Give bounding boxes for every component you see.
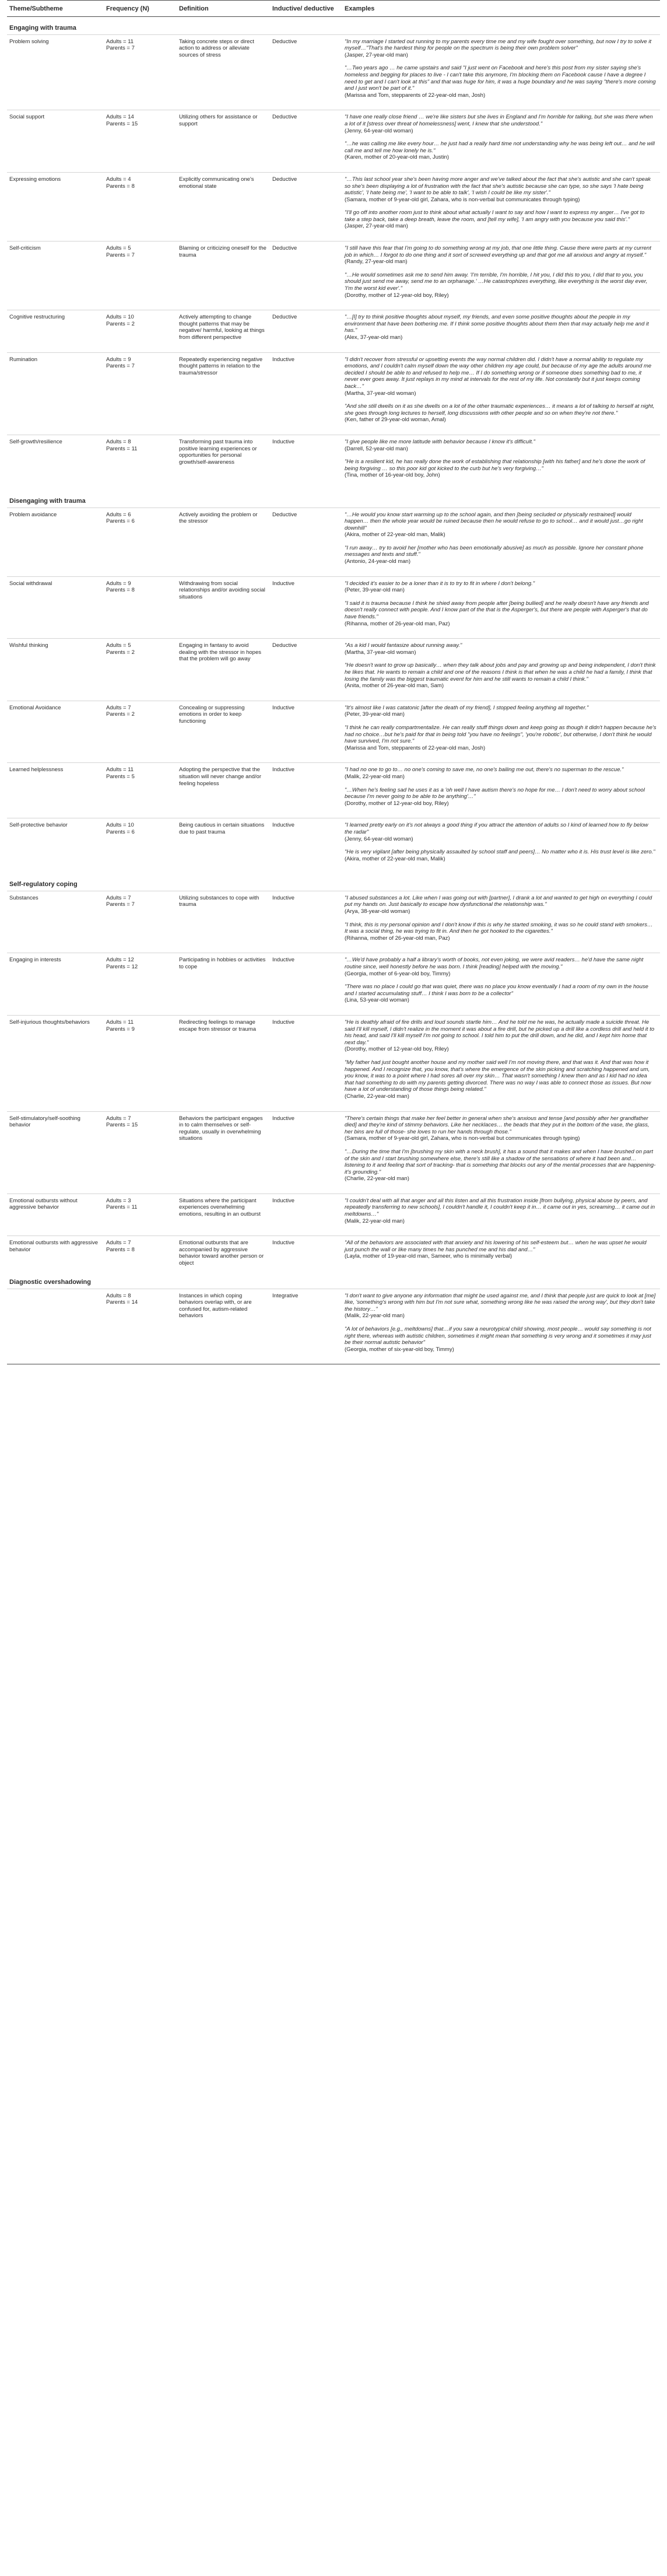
frequency-value: Parents = 7: [106, 363, 135, 370]
quote-text: "He is a resilient kid, he has really done the work of establishing that relationship [with his father] and he's done the work of being forgiving … so this poor kid got kicked to the curb but he's very forgiving…": [345, 459, 645, 472]
frequency-value: Parents = 2: [106, 649, 135, 656]
quote-text: "He doesn't want to grow up basically… when they talk about jobs and pay and growing up and being independent, I don't think he likes that. He wants to remain a child and one of the reasons I think is that when he was a child he had a family, I think that losing the family was the biggest traumatic event for him and he still wants to remain a child I think.": [345, 662, 656, 682]
quote-source: (Karen, mother of 20-year-old man, Justin): [345, 154, 449, 161]
subtheme-name: Substances: [7, 891, 104, 953]
quote-source: (Jasper, 27-year-old man): [345, 223, 408, 230]
definition-cell: Emotional outbursts that are accompanied by aggressive behavior toward another person or object: [177, 1236, 270, 1271]
method-cell: Inductive: [270, 1236, 342, 1271]
example-quote: [345, 822, 657, 842]
quote-text: "I didn't recover from stressful or upsetting events the way normal children did. I didn't have a normal ability to regulate my emotions, and I couldn't calm myself down the way other children my age could, but because of my age the adults around me decided I should be able to and refused to help me… If I do something wrong or if someone does something bad to me, it never ever goes away. It just replays in my mind at intervals for the rest of my life. Not constantly but it just keeps coming back…": [345, 356, 652, 390]
definition-cell: Being cautious in certain situations due to past trauma: [177, 818, 270, 873]
table-row: [7, 110, 660, 173]
subtheme-name: Emotional outbursts without aggressive behavior: [7, 1194, 104, 1236]
quote-source: (Arya, 38-year-old woman): [345, 908, 410, 915]
frequency-cell: [104, 1236, 177, 1271]
frequency-value: Adults = 7: [106, 1115, 131, 1122]
frequency-value: Adults = 6: [106, 511, 131, 518]
quote-source: (Layla, mother of 19-year-old man, Sameer, who is minimally verbal): [345, 1253, 512, 1260]
table-row: [7, 701, 660, 763]
table-row: [7, 508, 660, 576]
quote-text: "A lot of behaviors [e.g., meltdowns] that…if you saw a neurotypical child showing, most people… would say something is not right there, whereas with autistic children, sometimes it might mean that something is very wrong and it sometimes it may just be their normal autistic behavior": [345, 1326, 651, 1346]
table-row: [7, 576, 660, 639]
header-examples: Examples: [342, 1, 660, 17]
quote-source: (Rihanna, mother of 26-year-old man, Paz): [345, 620, 450, 627]
subtheme-name: Engaging in interests: [7, 953, 104, 1016]
section-row: [7, 1271, 660, 1289]
method-cell: Deductive: [270, 310, 342, 352]
table-row: [7, 310, 660, 352]
quote-source: (Dorothy, mother of 12-year-old boy, Riley): [345, 1046, 449, 1053]
frequency-cell: [104, 701, 177, 763]
example-quote: [345, 439, 657, 452]
frequency-value: Parents = 8: [106, 587, 135, 594]
quote-text: "It's almost like I was catatonic [after the death of my friend], I stopped feeling anything all together.": [345, 704, 589, 711]
subtheme-name: Rumination: [7, 352, 104, 435]
table-row: [7, 242, 660, 310]
examples-cell: [342, 639, 660, 701]
example-quote: [345, 922, 657, 942]
example-quote: [345, 176, 657, 203]
table-header-row: [7, 1, 660, 17]
quote-source: (Malik, 22-year-old man): [345, 773, 405, 780]
section-title: Self-regulatory coping: [9, 881, 78, 888]
example-quote: [345, 545, 657, 565]
frequency-cell: [104, 1289, 177, 1364]
examples-cell: [342, 1236, 660, 1271]
definition-cell: Participating in hobbies or activities to cope: [177, 953, 270, 1016]
method-cell: Deductive: [270, 172, 342, 241]
frequency-value: Adults = 4: [106, 176, 131, 183]
frequency-cell: [104, 110, 177, 173]
quote-text: "I don't want to give anyone any information that might be used against me, and I think that people just are quick to look at [me] like, 'something's wrong with him but I'm not sure what, something wrong like he was raised the wrong way', but they don't take the history…": [345, 1292, 656, 1312]
quote-source: (Peter, 39-year-old man): [345, 587, 405, 594]
quote-text: "…When he's feeling sad he uses it as a 'oh well I have autism there's no hope for me… I don't need to worry about school because I'm never going to be able to be anything'…": [345, 786, 645, 800]
subtheme-name: [7, 1289, 104, 1364]
quote-source: (Dorothy, mother of 12-year-old boy, Riley): [345, 800, 449, 807]
quote-text: "…[I] try to think positive thoughts about myself, my friends, and even some positive thoughts about the people in my environment that have been bothering me. If I think some positive thoughts about them then that may actually help me and it has.": [345, 314, 649, 334]
table-row: [7, 1111, 660, 1194]
quote-source: (Georgia, mother of 6-year-old boy, Timmy): [345, 970, 451, 977]
definition-cell: Transforming past trauma into positive learning experiences or opportunities for personal growth/self-awareness: [177, 435, 270, 489]
example-quote: [345, 766, 657, 780]
definition-cell: Engaging in fantasy to avoid dealing with the stressor in hopes that the problem will go away: [177, 639, 270, 701]
examples-cell: [342, 1194, 660, 1236]
frequency-value: Parents = 7: [106, 901, 135, 908]
quote-text: "I said it is trauma because I think he shied away from people after [being bullied] and he really doesn't have any friends and doesn't really connect with people. And I know part of the that is the Asperger's, but there are people with Asperger's that do have friends.": [345, 600, 649, 621]
method-cell: Inductive: [270, 953, 342, 1016]
frequency-value: Parents = 12: [106, 964, 138, 971]
definition-cell: Utilizing others for assistance or support: [177, 110, 270, 173]
table-row: [7, 1016, 660, 1112]
examples-cell: [342, 310, 660, 352]
frequency-value: Adults = 9: [106, 580, 131, 587]
quote-source: (Rihanna, mother of 26-year-old man, Paz): [345, 935, 450, 942]
quote-source: (Jenny, 64-year-old woman): [345, 835, 413, 842]
examples-cell: [342, 435, 660, 489]
frequency-cell: [104, 1016, 177, 1112]
coping-themes-table: [7, 0, 660, 1364]
example-quote: [345, 209, 657, 230]
section-row: [7, 490, 660, 508]
section-title: Disengaging with trauma: [9, 497, 86, 505]
quote-text: "I run away… try to avoid her [mother who has been emotionally abusive] as much as possible. Ignore her constant phone messages and texts and stuff.": [345, 544, 644, 558]
frequency-value: Adults = 5: [106, 642, 131, 649]
method-cell: Inductive: [270, 701, 342, 763]
subtheme-name: Self-stimulatory/self-soothing behavior: [7, 1111, 104, 1194]
subtheme-name: Expressing emotions: [7, 172, 104, 241]
example-quote: [345, 984, 657, 1004]
method-cell: Deductive: [270, 110, 342, 173]
method-cell: Inductive: [270, 435, 342, 489]
examples-cell: [342, 110, 660, 173]
subtheme-name: Emotional Avoidance: [7, 701, 104, 763]
example-quote: [345, 114, 657, 134]
frequency-cell: [104, 953, 177, 1016]
frequency-value: Adults = 11: [106, 766, 134, 774]
frequency-value: Adults = 5: [106, 245, 131, 252]
frequency-cell: [104, 639, 177, 701]
quote-source: (Akira, mother of 22-year-old man, Malik): [345, 531, 445, 538]
quote-source: (Lina, 53-year-old woman): [345, 997, 409, 1004]
subtheme-name: Self-injurious thoughts/behaviors: [7, 1016, 104, 1112]
frequency-cell: [104, 508, 177, 576]
frequency-cell: [104, 352, 177, 435]
coping-themes-table-container: [7, 0, 660, 1364]
example-quote: [345, 642, 657, 656]
method-cell: Deductive: [270, 242, 342, 310]
example-quote: [345, 1240, 657, 1260]
definition-cell: Redirecting feelings to manage escape from stressor or trauma: [177, 1016, 270, 1112]
method-cell: Inductive: [270, 763, 342, 818]
examples-cell: [342, 891, 660, 953]
frequency-cell: [104, 891, 177, 953]
definition-cell: Explicitly communicating one's emotional state: [177, 172, 270, 241]
quote-source: (Alex, 37-year-old man): [345, 334, 403, 341]
method-cell: Inductive: [270, 1194, 342, 1236]
definition-cell: Situations where the participant experiences overwhelming emotions, resulting in an outburst: [177, 1194, 270, 1236]
table-row: [7, 763, 660, 818]
examples-cell: [342, 1289, 660, 1364]
quote-text: "And she still dwells on it as she dwells on a lot of the other traumatic experiences… it means a lot of talking to herself at night, she goes through long lectures to herself, long discussions with other people and so on when they're not there.": [345, 403, 655, 416]
frequency-cell: [104, 763, 177, 818]
examples-cell: [342, 818, 660, 873]
method-cell: Deductive: [270, 639, 342, 701]
quote-text: "…This last school year she's been having more anger and we've talked about the fact that she's autistic and she can't speak so she's been displaying a lot of frustration with the fact that she's autistic because she can type, so she says 'I hate being autistic', 'I hate being me', 'I want to be able to talk', 'I wish I could be like my sister'.": [345, 176, 651, 197]
quote-text: "I had no one to go to… no one's coming to save me, no one's bailing me out, there's no superman to the rescue.": [345, 766, 624, 774]
frequency-cell: [104, 1194, 177, 1236]
quote-text: "…he was calling me like every hour… he just had a really hard time not understanding why he was being left out… and he will call me and tell me how lonely he is.": [345, 141, 655, 154]
frequency-value: Parents = 8: [106, 183, 135, 190]
frequency-value: Adults = 10: [106, 314, 134, 321]
example-quote: [345, 724, 657, 751]
subtheme-name: Self-protective behavior: [7, 818, 104, 873]
definition-cell: Concealing or suppressing emotions in order to keep functioning: [177, 701, 270, 763]
quote-text: "…He would you know start warming up to the school again, and then [being secluded or physically restrained] would happen… then the whole year would be ruined because then he would refuse to go to school… and it would just…go right downhill": [345, 511, 643, 531]
frequency-value: Adults = 7: [106, 1240, 131, 1247]
quote-text: "All of the behaviors are associated with that anxiety and his lowering of his self-esteem but… when he was upset he would just punch the wall or like many times he has punched me and his dad and…": [345, 1240, 647, 1253]
example-quote: [345, 403, 657, 424]
method-cell: Inductive: [270, 576, 342, 639]
subtheme-name: Emotional outbursts with aggressive behavior: [7, 1236, 104, 1271]
frequency-cell: [104, 172, 177, 241]
frequency-cell: [104, 1111, 177, 1194]
quote-text: "I couldn't deal with all that anger and all this listen and all this frustration inside [from bullying, physical abuse by peers, and repeatedly transferring to new schools], I couldn't handle it, I couldn't keep it in… it came out in yes, screaming… it came out in meltdowns…": [345, 1197, 655, 1218]
quote-text: "I still have this fear that I'm going to do something wrong at my job, that one little thing. Cause there were parts at my current job in which… I forgot to do one thing and it sort of screwed everything up and that got me all anxious and angry at myself.": [345, 245, 651, 258]
table-row: [7, 352, 660, 435]
subtheme-name: Cognitive restructuring: [7, 310, 104, 352]
frequency-value: Parents = 6: [106, 828, 135, 835]
frequency-value: Parents = 8: [106, 1246, 135, 1253]
table-row: [7, 891, 660, 953]
frequency-value: Adults = 10: [106, 822, 134, 829]
table-row: [7, 639, 660, 701]
frequency-cell: [104, 242, 177, 310]
header-definition: Definition: [177, 1, 270, 17]
quote-source: (Anita, mother of 26-year-old man, Sam): [345, 682, 444, 690]
quote-text: "In my marriage I started out running to my parents every time me and my wife fought over something, but now I try to solve it myself…"That's the hardest thing for people on the spectrum is being their own problem solver": [345, 38, 652, 52]
frequency-value: Adults = 12: [106, 957, 134, 964]
frequency-value: Adults = 3: [106, 1197, 131, 1204]
table-row: [7, 953, 660, 1016]
example-quote: [345, 272, 657, 299]
frequency-value: Parents = 2: [106, 711, 135, 718]
method-cell: Inductive: [270, 1016, 342, 1112]
table-row: [7, 1236, 660, 1271]
quote-source: (Samara, mother of 9-year-old girl, Zahara, who is non-verbal but communicates through typing): [345, 1135, 580, 1142]
quote-source: (Malik, 22-year-old man): [345, 1217, 405, 1224]
definition-cell: Utilizing substances to cope with trauma: [177, 891, 270, 953]
frequency-value: Adults = 7: [106, 894, 131, 901]
table-row: [7, 818, 660, 873]
quote-source: (Marissa and Tom, stepparents of 22-year-old man, Josh): [345, 744, 486, 751]
examples-cell: [342, 242, 660, 310]
definition-cell: Withdrawing from social relationships and/or avoiding social situations: [177, 576, 270, 639]
definition-cell: Repeatedly experiencing negative thought patterns in relation to the trauma/stressor: [177, 352, 270, 435]
table-row: [7, 1194, 660, 1236]
quote-text: "I have one really close friend … we're like sisters but she lives in England and I'm horrible for talking, but she was there when a lot of it [stress over threat of homelessness] went, I knew that she understood.": [345, 114, 653, 127]
frequency-value: Parents = 2: [106, 320, 135, 327]
quote-source: (Martha, 37-year-old woman): [345, 390, 416, 397]
frequency-value: Adults = 11: [106, 38, 134, 45]
frequency-cell: [104, 34, 177, 110]
example-quote: [345, 849, 657, 862]
frequency-value: Parents = 15: [106, 120, 138, 127]
method-cell: Inductive: [270, 1111, 342, 1194]
examples-cell: [342, 576, 660, 639]
subtheme-name: Self-growth/resilience: [7, 435, 104, 489]
frequency-value: Parents = 14: [106, 1299, 138, 1306]
table-body: [7, 17, 660, 1364]
method-cell: Deductive: [270, 508, 342, 576]
frequency-value: Adults = 8: [106, 1292, 131, 1299]
examples-cell: [342, 1111, 660, 1194]
section-row: [7, 873, 660, 891]
quote-text: "…We'd have probably a half a library's worth of books, not even joking, we were avid readers… he'd have the same night routine since, well honestly before he was born. I think [reading] helped with the moving.": [345, 957, 644, 971]
frequency-value: Parents = 9: [106, 1026, 135, 1032]
method-cell: Inductive: [270, 352, 342, 435]
example-quote: [345, 1326, 657, 1353]
example-quote: [345, 356, 657, 397]
example-quote: [345, 38, 657, 59]
example-quote: [345, 957, 657, 977]
quote-source: (Ken, father of 29-year-old woman, Amal): [345, 416, 446, 424]
frequency-cell: [104, 818, 177, 873]
method-cell: Inductive: [270, 818, 342, 873]
example-quote: [345, 895, 657, 915]
example-quote: [345, 580, 657, 594]
quote-source: (Samara, mother of 9-year-old girl, Zahara, who is non-verbal but communicates through typing): [345, 196, 580, 203]
example-quote: [345, 314, 657, 341]
example-quote: [345, 141, 657, 161]
quote-source: (Darrell, 52-year-old man): [345, 445, 408, 452]
subtheme-name: Problem solving: [7, 34, 104, 110]
example-quote: [345, 1149, 657, 1182]
section-title: Engaging with trauma: [9, 24, 76, 32]
frequency-value: Parents = 7: [106, 251, 135, 258]
section-row: [7, 17, 660, 35]
quote-text: "There was no place I could go that was quiet, there was no place you know eventually I had a room of my own in the house and I started accumulating stuff… I think I was born to be a collector": [345, 984, 648, 997]
frequency-value: Parents = 11: [106, 445, 138, 452]
header-frequency: Frequency (N): [104, 1, 177, 17]
quote-source: (Peter, 39-year-old man): [345, 711, 405, 718]
quote-source: (Akira, mother of 22-year-old man, Malik): [345, 855, 445, 862]
quote-text: "I think, this is my personal opinion and I don't know if this is why he started smoking, it was so he could stand with smokers… It was a social thing, he was trying to fit in. And then he got hooked to the cigarettes.": [345, 921, 653, 935]
examples-cell: [342, 352, 660, 435]
example-quote: [345, 600, 657, 627]
frequency-value: Adults = 7: [106, 704, 131, 711]
definition-cell: Instances in which coping behaviors overlap with, or are confused for, autism-related behaviors: [177, 1289, 270, 1364]
quote-text: "I think he can really compartmentalize. He can really stuff things down and keep going as though it didn't happen because he's had no choice…but he's paid for that in being told "you have no feelings", 'you're robotic', but otherwise, I don't think he would have survived, I'm not sure.": [345, 724, 657, 745]
quote-text: "As a kid I would fantasize about running away.": [345, 642, 462, 649]
method-cell: Integrative: [270, 1289, 342, 1364]
table-row: [7, 172, 660, 241]
example-quote: [345, 512, 657, 538]
quote-text: "…He would sometimes ask me to send him away. 'I'm terrible, I'm horrible, I hit you, I did this to you, I did that to you, you should just send me away, send me to an orphanage.' …He catastrophizes everything, like everything is the worst day ever, 'I'm the worst kid ever'.": [345, 271, 648, 292]
definition-cell: Behaviors the participant engages in to calm themselves or self-regulate, usually in overwhelming situations: [177, 1111, 270, 1194]
frequency-value: Adults = 11: [106, 1019, 134, 1026]
example-quote: [345, 1059, 657, 1100]
quote-source: (Malik, 22-year-old man): [345, 1312, 405, 1320]
quote-text: "He is very vigilant [after being physically assaulted by school staff and peers]… No matter who it is. His trust level is like zero.": [345, 849, 655, 856]
frequency-cell: [104, 435, 177, 489]
quote-text: "I learned pretty early on it's not always a good thing if you attract the attention of adults so I kind of learned how to fly below the radar": [345, 822, 648, 835]
definition-cell: Adopting the perspective that the situation will never change and/or feeling hopeless: [177, 763, 270, 818]
subtheme-name: Self-criticism: [7, 242, 104, 310]
quote-source: (Jenny, 64-year-old woman): [345, 127, 413, 134]
examples-cell: [342, 508, 660, 576]
quote-text: "There's certain things that make her feel better in general when she's anxious and tense [and possibly after her grandfather died] and they're kind of stimmy behaviors. Like her necklaces… the beads that they put in the bottom of the vase, the glass, her bins are full of those- she loves to run her hands through those.": [345, 1115, 650, 1135]
header-theme: Theme/Subtheme: [7, 1, 104, 17]
definition-cell: Blaming or criticizing oneself for the trauma: [177, 242, 270, 310]
table-row: [7, 435, 660, 489]
method-cell: Inductive: [270, 891, 342, 953]
quote-text: "He is deathly afraid of fire drills and loud sounds startle him… And he told me he was, he actually made a suicide threat. He said I'll kill myself, I didn't realize in the moment it was about a fire drill, but he picked up a drill like a cordless drill and held it to his head, and said I'll kill myself I'm not going to school. I told him to put the drill down, and he did, and I kept him home that next day.": [345, 1019, 655, 1046]
example-quote: [345, 1293, 657, 1320]
quote-source: (Charlie, 22-year-old man): [345, 1175, 409, 1182]
quote-text: "…Two years ago … he came upstairs and said "I just went on Facebook and here's this post from my sister saying she's homeless and begging for places to live - I can't take this anymore, I'm blocking them on Facebook cause I have a degree I need to get and I can't look at this" and that was huge for him, it was a huge boundary and he was saying "there's more coming and I just won't be part of it.": [345, 65, 656, 92]
frequency-value: Parents = 5: [106, 773, 135, 780]
examples-cell: [342, 1016, 660, 1112]
examples-cell: [342, 953, 660, 1016]
example-quote: [345, 1115, 657, 1142]
definition-cell: Taking concrete steps or direct action to address or alleviate sources of stress: [177, 34, 270, 110]
quote-source: (Tina, mother of 16-year-old boy, John): [345, 472, 440, 479]
quote-text: "I abused substances a lot. Like when I was going out with [partner], I drank a lot and wanted to get high on everything I could put my hands on. Just basically to escape how dysfunctional the relationship was.": [345, 894, 652, 908]
method-cell: Deductive: [270, 34, 342, 110]
examples-cell: [342, 34, 660, 110]
quote-text: "I give people like me more latitude with behavior because I know it's difficult.": [345, 438, 535, 445]
quote-source: (Antonio, 24-year-old man): [345, 558, 410, 565]
frequency-value: Parents = 15: [106, 1122, 138, 1129]
subtheme-name: Learned helplessness: [7, 763, 104, 818]
table-row: [7, 34, 660, 110]
quote-source: (Charlie, 22-year-old man): [345, 1093, 409, 1100]
subtheme-name: Problem avoidance: [7, 508, 104, 576]
example-quote: [345, 459, 657, 479]
quote-source: (Martha, 37-year-old woman): [345, 649, 416, 656]
quote-text: "My father had just bought another house and my mother said well I'm not moving there, and that was it. And that was how it happened. And I recognize that, you know, that's where the emergence of the skin picking and scratching happened and um, you know, it was to a point where I had sores all over my skin… That wasn't something I knew then and as I kid had no idea that had something to do with my parents getting divorced. There was no way I was able to connect those as issues. But now have a lot of understanding of those things being related.": [345, 1059, 651, 1093]
quote-source: (Marissa and Tom, stepparents of 22-year-old man, Josh): [345, 92, 486, 99]
example-quote: [345, 245, 657, 265]
frequency-value: Parents = 11: [106, 1204, 138, 1211]
quote-source: (Jasper, 27-year-old man): [345, 51, 408, 58]
frequency-cell: [104, 576, 177, 639]
frequency-value: Adults = 9: [106, 356, 131, 363]
quote-source: (Dorothy, mother of 12-year-old boy, Riley): [345, 292, 449, 299]
example-quote: [345, 662, 657, 689]
subtheme-name: Social support: [7, 110, 104, 173]
table-row: [7, 1289, 660, 1364]
example-quote: [345, 1019, 657, 1053]
header-inductive-deductive: Inductive/ deductive: [270, 1, 342, 17]
example-quote: [345, 1198, 657, 1224]
quote-source: (Georgia, mother of six-year-old boy, Timmy): [345, 1346, 454, 1353]
examples-cell: [342, 701, 660, 763]
section-title: Diagnostic overshadowing: [9, 1279, 91, 1286]
frequency-value: Parents = 6: [106, 518, 135, 525]
quote-source: (Randy, 27-year-old man): [345, 258, 408, 265]
quote-text: "I'll go off into another room just to think about what actually I want to say and how I want to express my anger… I've got to take a step back, take a deep breath, leave the room, and [tell my wife], 'I am angry with you because you said this'.": [345, 209, 645, 223]
quote-text: "I decided it's easier to be a loner than it is to try to fit in where I don't belong.": [345, 580, 535, 587]
examples-cell: [342, 172, 660, 241]
example-quote: [345, 65, 657, 99]
frequency-value: Adults = 14: [106, 114, 134, 121]
quote-text: "…During the time that I'm [brushing my skin with a neck brush], it has a sound that it makes and when I have brushed on part of the skin and I start brushing somewhere else, there's still like a shadow of the sensations of where it had been and… listening to it and feeling that sort of tracking- that is something that blocks out any of the mental processes that are happening- it's grounding.": [345, 1148, 656, 1175]
example-quote: [345, 705, 657, 718]
frequency-value: Adults = 8: [106, 438, 131, 445]
subtheme-name: Wishful thinking: [7, 639, 104, 701]
frequency-cell: [104, 310, 177, 352]
example-quote: [345, 787, 657, 807]
examples-cell: [342, 763, 660, 818]
definition-cell: Actively attempting to change thought patterns that may be negative/ harmful, looking at things from different perspective: [177, 310, 270, 352]
subtheme-name: Social withdrawal: [7, 576, 104, 639]
definition-cell: Actively avoiding the problem or the stressor: [177, 508, 270, 576]
frequency-value: Parents = 7: [106, 45, 135, 52]
